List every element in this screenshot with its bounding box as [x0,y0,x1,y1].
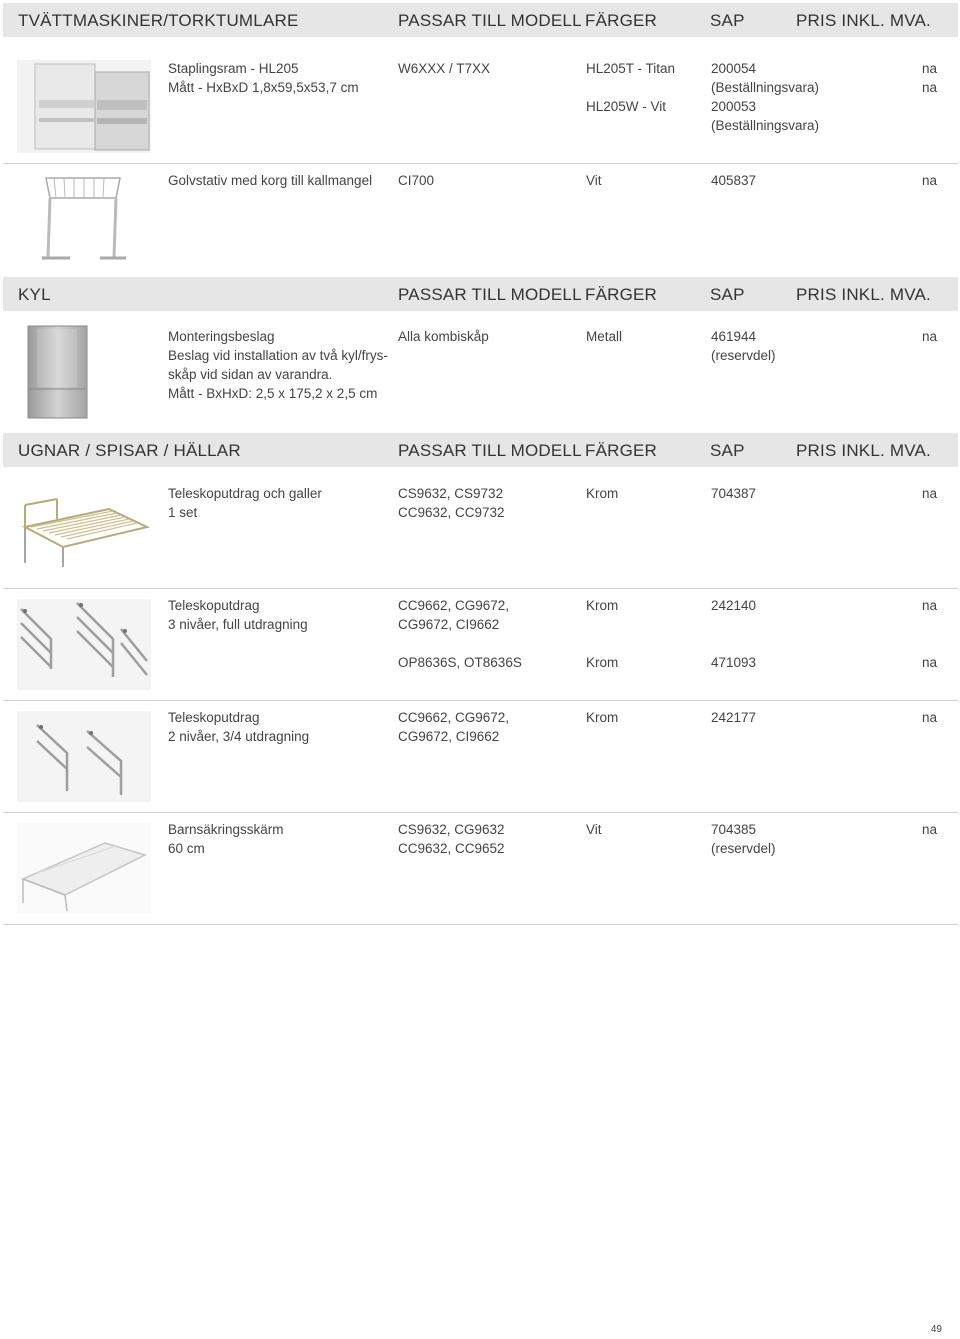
sap-cell: (reservdel) [711,841,776,856]
col-header-price: PRIS INKL. MVA. [796,441,931,460]
model-cell: CG9672, CI9662 [398,729,500,744]
color-cell: Krom [586,655,619,670]
desc-line: Teleskoputdrag och galler [168,486,322,501]
col-header-price: PRIS INKL. MVA. [796,285,931,304]
sap-cell: 704387 [711,486,757,501]
row-divider [3,588,958,589]
col-header-model: PASSAR TILL MODELL [398,285,582,304]
stacking-frame-image [17,60,151,153]
model-cell: CS9632, CG9632 [398,822,505,837]
price-cell: na [922,655,938,670]
desc-line: Mått - BxHxD: 2,5 x 175,2 x 2,5 cm [168,386,378,401]
sap-cell: 242177 [711,710,757,725]
sap-cell: (Beställningsvara) [711,118,820,133]
desc-line: 1 set [168,505,198,520]
telescopic-runners-2-level-image [17,711,151,802]
desc-line: skåp vid sidan av varandra. [168,367,333,382]
desc-line: Golvstativ med korg till kallmangel [168,173,373,188]
col-header-sap: SAP [710,11,745,30]
child-safety-guard-image [17,823,151,914]
page-number: 49 [930,1324,942,1335]
sap-cell: 200054 [711,61,757,76]
col-header-color: FÄRGER [585,11,658,30]
sap-cell: (reservdel) [711,348,776,363]
model-cell: CC9662, CG9672, [398,598,510,613]
model-cell: CI700 [398,173,435,188]
model-cell: CC9662, CG9672, [398,710,510,725]
section-header-ovens [3,433,958,467]
section-header-laundry [3,3,958,37]
model-cell: CS9632, CS9732 [398,486,504,501]
color-cell: Vit [586,822,602,837]
model-cell: CC9632, CC9652 [398,841,505,856]
col-header-model: PASSAR TILL MODELL [398,441,582,460]
col-header-model: PASSAR TILL MODELL [398,11,582,30]
desc-line: 2 nivåer, 3/4 utdragning [168,729,310,744]
desc-line: Teleskoputdrag [168,710,260,725]
col-header-color: FÄRGER [585,441,658,460]
row-divider [3,812,958,813]
price-cell: na [922,486,938,501]
sap-cell: 704385 [711,822,757,837]
col-header-sap: SAP [710,285,745,304]
price-cell: na [922,61,938,76]
section-title: UGNAR / SPISAR / HÄLLAR [18,441,241,460]
color-cell: Krom [586,486,619,501]
section-header-fridge [3,277,958,311]
color-cell: HL205W - Vit [586,99,667,114]
sap-cell: 242140 [711,598,757,613]
row-divider [3,163,958,164]
model-cell: W6XXX / T7XX [398,61,491,76]
color-cell: HL205T - Titan [586,61,676,76]
sap-cell: 200053 [711,99,757,114]
desc-line: Mått - HxBxD 1,8x59,5x53,7 cm [168,80,359,95]
sap-cell: 405837 [711,173,757,188]
price-cell: na [922,173,938,188]
desc-line: Teleskoputdrag [168,598,260,613]
row-divider [3,700,958,701]
col-header-color: FÄRGER [585,285,658,304]
sap-cell: (Beställningsvara) [711,80,820,95]
section-title: KYL [18,285,51,304]
sap-cell: 471093 [711,655,757,670]
price-cell: na [922,598,938,613]
price-cell: na [922,329,938,344]
telescopic-runners-3-level-image [17,599,151,690]
telescopic-rack-image [17,487,151,571]
price-cell: na [922,710,938,725]
color-cell: Metall [586,329,623,344]
model-cell: OP8636S, OT8636S [398,655,522,670]
desc-line: Monteringsbeslag [168,329,275,344]
desc-line: Barnsäkringsskärm [168,822,284,837]
desc-line: Beslag vid installation av två kyl/frys- [168,348,388,363]
sap-cell: 461944 [711,329,757,344]
desc-line: Staplingsram - HL205 [168,61,299,76]
col-header-sap: SAP [710,441,745,460]
floor-stand-image [40,172,128,264]
price-cell: na [922,822,938,837]
desc-line: 3 nivåer, full utdragning [168,617,308,632]
row-divider [3,924,958,925]
model-cell: CC9632, CC9732 [398,505,505,520]
col-header-price: PRIS INKL. MVA. [796,11,931,30]
color-cell: Krom [586,710,619,725]
color-cell: Krom [586,598,619,613]
price-cell: na [922,80,938,95]
desc-line: 60 cm [168,841,205,856]
section-title: TVÄTTMASKINER/TORKTUMLARE [18,11,299,30]
model-cell: CG9672, CI9662 [398,617,500,632]
mounting-bracket-image [27,325,88,419]
model-cell: Alla kombiskåp [398,329,489,344]
color-cell: Vit [586,173,602,188]
